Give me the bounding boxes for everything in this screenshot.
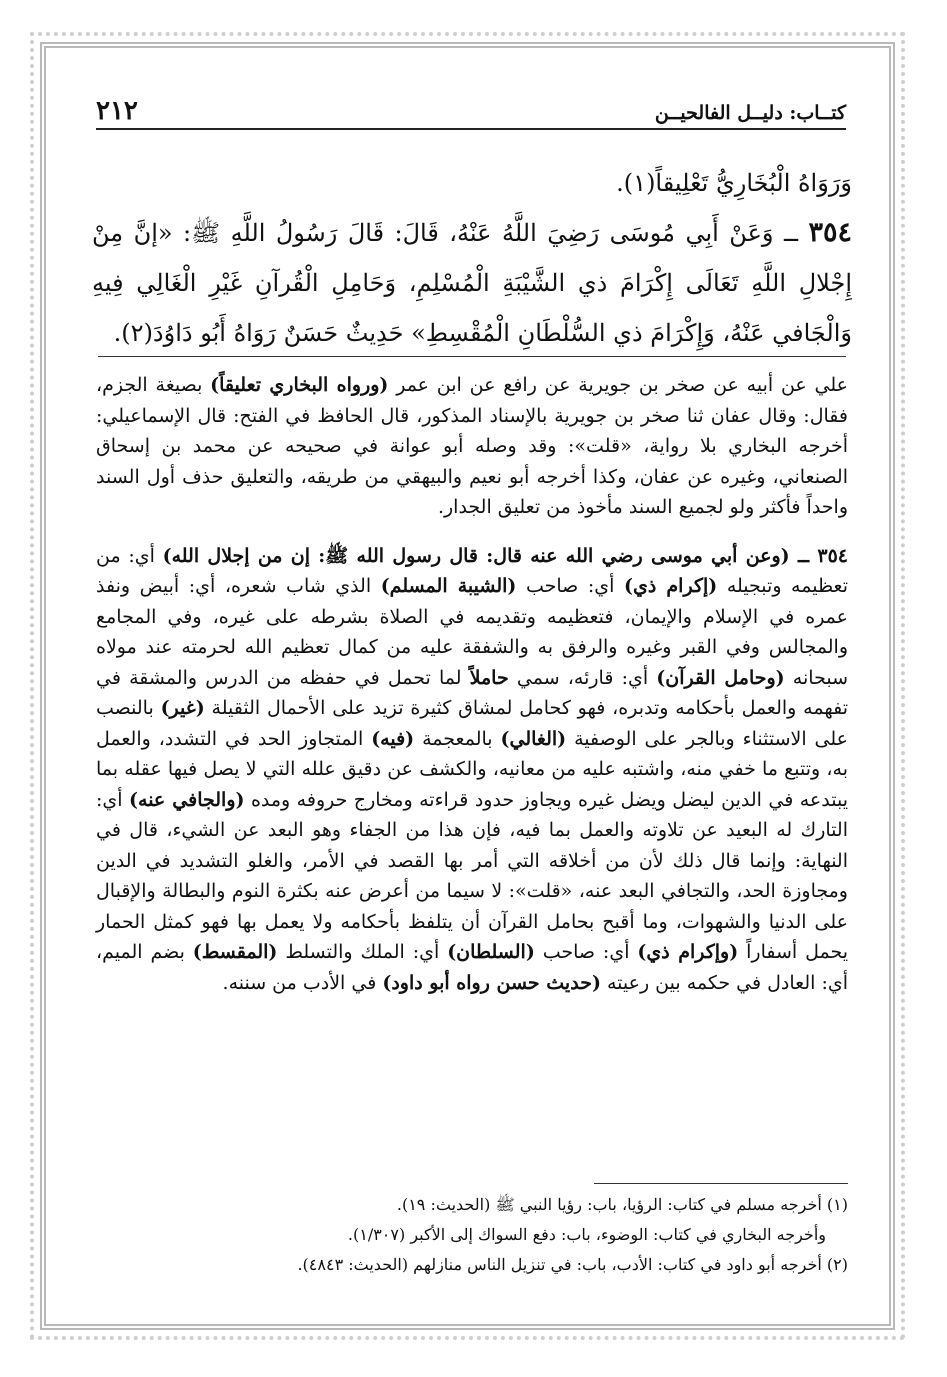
hadith-354 <box>92 208 852 358</box>
text-run: أي: قارئه، سمي <box>508 666 657 689</box>
footnotes <box>96 1190 848 1280</box>
matn-line-1: وَرَوَاهُ الْبُخَارِيُّ تَعْلِيقاً(١). <box>616 169 852 197</box>
commentary <box>96 370 848 998</box>
footnote-1: (١) أخرجه مسلم في كتاب: الرؤيا، باب: رؤيا النبي ﷺ (الحديث: ١٩). <box>396 1195 848 1214</box>
hadith-number: ٣٥٤ <box>808 217 852 248</box>
bold-run: (الغالي) <box>500 727 567 750</box>
text-run: الذي شاب شعره، أي: أبيض ونفذ عمره في الإسلام والإيمان، فتعظيمه وتقديمه في الصلاة بشرطه على غيره، وفي المجامع والمجالس وفي القبر وغيره والرفق به والشفقة عليه من كمال تعظيم الله لحرمته عند مولاه سبحانه <box>96 575 848 689</box>
text-run: أي: صاحب <box>516 575 624 597</box>
text-run: أي: الملك والتسلط <box>277 941 448 963</box>
text-run: علي عن أبيه عن صخر بن جويرية عن رافع عن ابن عمر <box>388 374 848 396</box>
hadith-main-text <box>92 158 852 358</box>
text-run: في الأدب من سننه. <box>222 971 383 994</box>
footnote-1-continued: وأخرجه البخاري في كتاب: الوضوء، باب: دفع السواك إلى الأكبر (١/٣٠٧). <box>347 1225 826 1244</box>
bold-run: ٣٥٤ ــ (وعن أبي موسى رضي الله عنه قال: قال رسول الله ﷺ: إن من إجلال الله) <box>162 544 848 567</box>
bold-run: (إكرام ذي) <box>623 575 718 597</box>
bold-run: (ورواه البخاري تعليقاً) <box>210 374 389 396</box>
bold-run: (السلطان) <box>447 941 535 963</box>
text-run: أي: من تعظيمه وتبجيله <box>96 544 848 597</box>
commentary-paragraph-1 <box>96 370 848 523</box>
bold-run: (وحامل القرآن) <box>656 666 785 689</box>
text-run: المتجاوز الحد في التشدد، والعمل به، وتتبع ما خفي منه، واشتبه عليه من معانيه، والكشف عن دقيق علله التي لا يصل فيها عقله بما يبتدعه في الدين ليضل ويضل غيره ويجاوز حدود قراءته ومخارج حروفه ومده <box>96 727 848 811</box>
text-run: أي: التارك له البعيد عن تلاوته والعمل بما فيه، فإن هذا من الجفاء وهو البعد عن الشيء، قال في النهاية: وإنما قال ذلك لأن من أخلاقه التي أمر بها القصد في الأمر، والغلو التشديد في الدين ومجاوزة الحد، والتجافي البعد عنه، «قلت»: لا سيما من أعرض عنه بكثرة النوم والبطالة والإقبال على الدنيا والشهوات، وما أقبح بحامل القرآن أن يتلفظ بأحكامه ولا يعمل بها فهو كمثل الحمار يحمل أسفاراً <box>96 788 848 963</box>
bold-run: (غير) <box>160 697 205 719</box>
bold-run: حاملاً <box>469 666 509 689</box>
footnote-divider <box>594 1183 848 1184</box>
bold-run: (فيه) <box>371 727 415 750</box>
text-run: بالنصب على الاستثناء وبالجر على الوصفية <box>96 697 849 750</box>
text-run: بالمعجمة <box>414 727 501 750</box>
running-header <box>96 94 846 130</box>
text-run: لما تحمل في حفظه من الدرس والمشقة في تفهمه والعمل بأحكامه وتدبره، فهو كحامل لمشاق كثيرة تزيد على الأحمال الثقيلة <box>96 666 848 719</box>
bold-run: (حديث حسن رواه أبو داود) <box>382 971 601 994</box>
text-run: بضم الميم، أي: العادل في حكمه بين رعيته <box>96 941 848 994</box>
commentary-paragraph-2 <box>96 541 848 999</box>
bold-run: (الشيبة المسلم) <box>380 575 517 597</box>
bold-run: (وإكرام ذي) <box>637 941 739 963</box>
bold-run: (والجافي عنه) <box>129 788 245 811</box>
footnote-2: (٢) أخرجه أبو داود في كتاب: الأدب، باب: في تنزيل الناس منازلهم (الحديث: ٤٨٤٣). <box>297 1255 848 1274</box>
text-run: بصيغة الجزم، فقال: وقال عفان ثنا صخر بن جويرية بالإسناد المذكور، قال الحافظ في الفتح: قال الإسماعيلي: أخرجه البخاري بلا رواية، «قلت»: وقد وصله أبو عوانة في صحيحه عن محمد بن إسحاق الصنعاني، وغيره عن عفان، وكذا أخرجه أبو نعيم والبيهقي من طريقه، والتعليق حذف أول السند واحداً فأكثر ولو لجميع السند مأخوذ من تعليق الجدار. <box>96 374 848 518</box>
text-run: أي: صاحب <box>534 941 638 963</box>
bold-run: (المقسط) <box>192 941 278 963</box>
page-number: ٢١٢ <box>96 96 138 126</box>
section-divider <box>98 356 846 357</box>
hadith-text: ــ وَعَنْ أَبِي مُوسَى رَضِيَ اللَّهُ عَنْهُ، قَالَ: قَالَ رَسُولُ اللَّهِ ﷺ: «إنَّ مِنْ إِجْلالِ اللَّهِ تَعَالَى إِكْرَامَ ذي الشَّيْبَةِ الْمُسْلِمِ، وَحَامِلِ الْقُرآنِ غَيْرِ الْغَالِي فِيهِ وَالْجَافي عَنْهُ، وَإِكْرَامَ ذي السُّلْطَانِ الْمُقْسِطِ» حَدِيثٌ حَسَنٌ رَوَاهُ أَبُو دَاوُدَ(٢). <box>92 219 852 347</box>
book-title: كتــاب: دليــل الفالحيــن <box>654 102 846 124</box>
